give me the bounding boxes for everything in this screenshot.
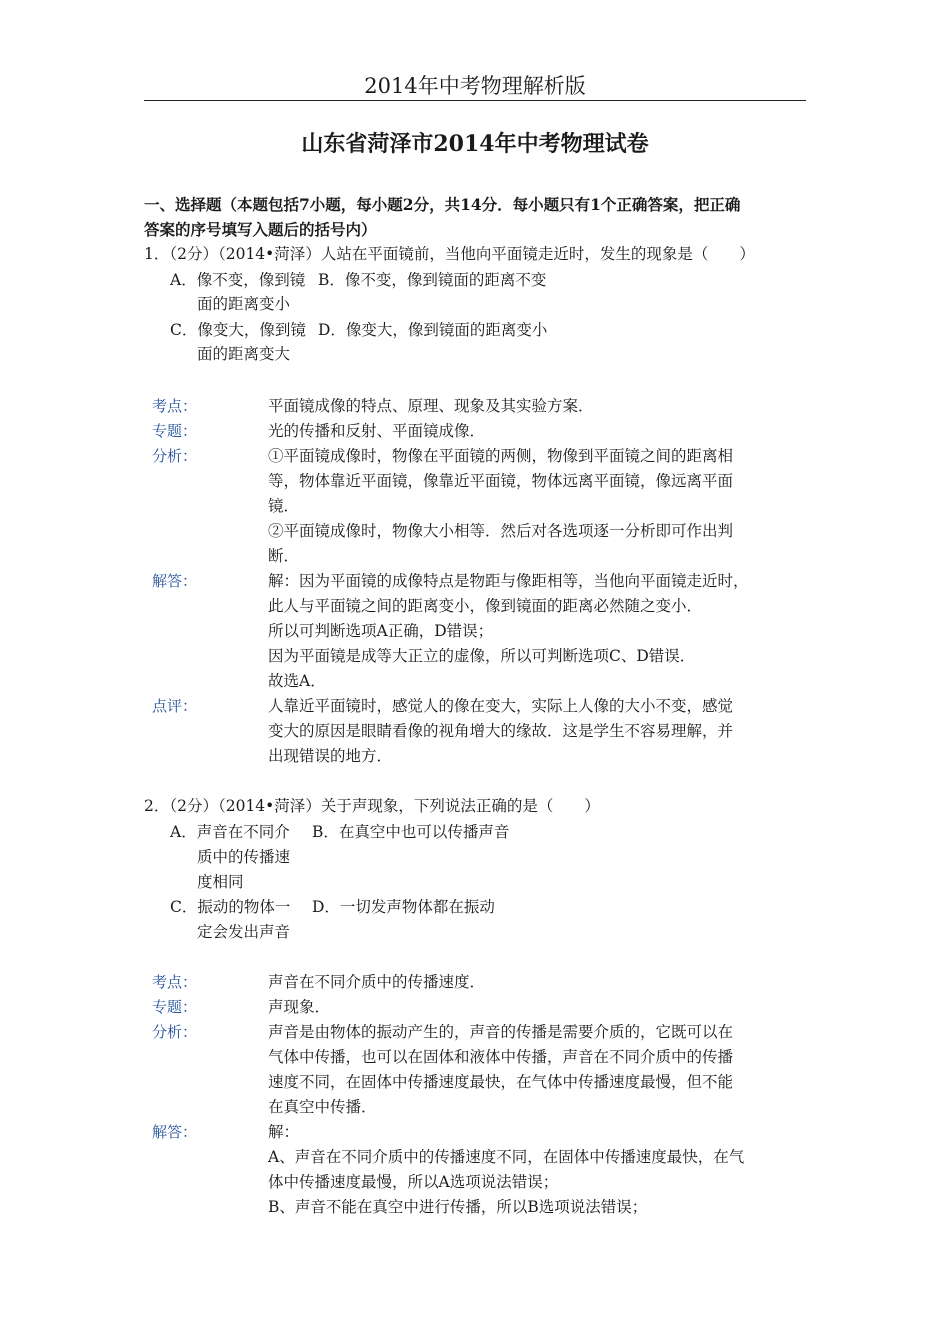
section-heading: 一、选择题（本题包括7小题，每小题2分，共14分．每小题只有1个正确答案，把正确 xyxy=(144,195,741,214)
q2-option-c: C．振动的物体一 xyxy=(170,898,291,916)
q1-label-dianping: 点评： xyxy=(152,697,198,715)
q1-dianping-line: 变大的原因是眼睛看像的视角增大的缘故．这是学生不容易理解，并 xyxy=(268,722,734,740)
q2-zhuanti: 声现象． xyxy=(268,998,331,1016)
q2-option-a-cont: 质中的传播速 xyxy=(197,848,291,866)
running-header: 2014年中考物理解析版 xyxy=(364,74,586,98)
q2-jieda-line: 解： xyxy=(268,1123,300,1141)
q1-label-jieda: 解答： xyxy=(152,572,198,590)
q2-fenxi-line: 速度不同，在固体中传播速度最快，在气体中传播速度最慢，但不能 xyxy=(268,1073,734,1091)
q1-label-fenxi: 分析： xyxy=(152,447,198,465)
q2-option-d: D．一切发声物体都在振动 xyxy=(312,898,495,916)
q1-fenxi-line: 等，物体靠近平面镜，像靠近平面镜，物体远离平面镜，像远离平面 xyxy=(268,472,734,490)
q2-label-jieda: 解答： xyxy=(152,1123,198,1141)
q1-option-c-cont: 面的距离变大 xyxy=(197,345,291,363)
document-title: 山东省菏泽市2014年中考物理试卷 xyxy=(301,131,649,157)
q2-fenxi-line: 在真空中传播． xyxy=(268,1098,377,1116)
q1-dianping-line: 出现错误的地方． xyxy=(268,747,393,765)
q2-option-b: B．在真空中也可以传播声音 xyxy=(312,823,510,841)
q1-jieda-line: 解：因为平面镜的成像特点是物距与像距相等，当他向平面镜走近时， xyxy=(268,572,749,590)
q1-jieda-line: 所以可判断选项A正确，D错误； xyxy=(268,622,494,640)
q1-label-zhuanti: 专题： xyxy=(152,422,198,440)
q1-option-d: D．像变大，像到镜面的距离变小 xyxy=(318,321,548,339)
q1-option-c: C．像变大，像到镜 xyxy=(170,321,306,339)
q2-option-c-cont: 定会发出声音 xyxy=(197,923,291,941)
q1-fenxi-line: ①平面镜成像时，物像在平面镜的两侧，物像到平面镜之间的距离相 xyxy=(268,447,734,465)
q2-fenxi-line: 声音是由物体的振动产生的，声音的传播是需要介质的，它既可以在 xyxy=(268,1023,734,1041)
question-1-stem: 1．（2分）（2014•菏泽）人站在平面镜前，当他向平面镜走近时，发生的现象是（ ） xyxy=(144,245,755,263)
header-rule xyxy=(144,100,806,101)
q1-zhuanti: 光的传播和反射、平面镜成像． xyxy=(268,422,486,440)
q1-jieda-line: 故选A． xyxy=(268,672,326,690)
question-2-stem: 2．（2分）（2014•菏泽）关于声现象，下列说法正确的是（ ） xyxy=(144,797,600,815)
q1-jieda-line: 因为平面镜是成等大正立的虚像，所以可判断选项C、D错误． xyxy=(268,647,696,665)
q1-label-kaodian: 考点： xyxy=(152,397,198,415)
q2-option-a-cont: 度相同 xyxy=(197,873,244,891)
q2-fenxi-line: 气体中传播，也可以在固体和液体中传播，声音在不同介质中的传播 xyxy=(268,1048,734,1066)
q1-fenxi-line: ②平面镜成像时，物像大小相等．然后对各选项逐一分析即可作出判 xyxy=(268,522,734,540)
q1-option-b: B．像不变，像到镜面的距离不变 xyxy=(318,271,547,289)
q1-option-a-cont: 面的距离变小 xyxy=(197,295,291,313)
q1-fenxi-line: 断． xyxy=(268,547,300,565)
q1-fenxi-line: 镜． xyxy=(268,497,300,515)
q2-jieda-line: B、声音不能在真空中进行传播，所以B选项说法错误； xyxy=(268,1198,648,1216)
q1-option-a: A．像不变，像到镜 xyxy=(170,271,306,289)
q2-option-a: A．声音在不同介 xyxy=(170,823,290,841)
q2-kaodian: 声音在不同介质中的传播速度． xyxy=(268,973,486,991)
q1-kaodian: 平面镜成像的特点、原理、现象及其实验方案． xyxy=(268,397,594,415)
q1-jieda-line: 此人与平面镜之间的距离变小，像到镜面的距离必然随之变小． xyxy=(268,597,703,615)
q2-label-fenxi: 分析： xyxy=(152,1023,198,1041)
q2-jieda-line: A、声音在不同介质中的传播速度不同，在固体中传播速度最快，在气 xyxy=(268,1148,745,1166)
q2-label-kaodian: 考点： xyxy=(152,973,198,991)
q2-jieda-line: 体中传播速度最慢，所以A选项说法错误； xyxy=(268,1173,559,1191)
q2-label-zhuanti: 专题： xyxy=(152,998,198,1016)
section-heading-cont: 答案的序号填写入题后的括号内） xyxy=(144,220,377,239)
q1-dianping-line: 人靠近平面镜时，感觉人的像在变大，实际上人像的大小不变，感觉 xyxy=(268,697,734,715)
